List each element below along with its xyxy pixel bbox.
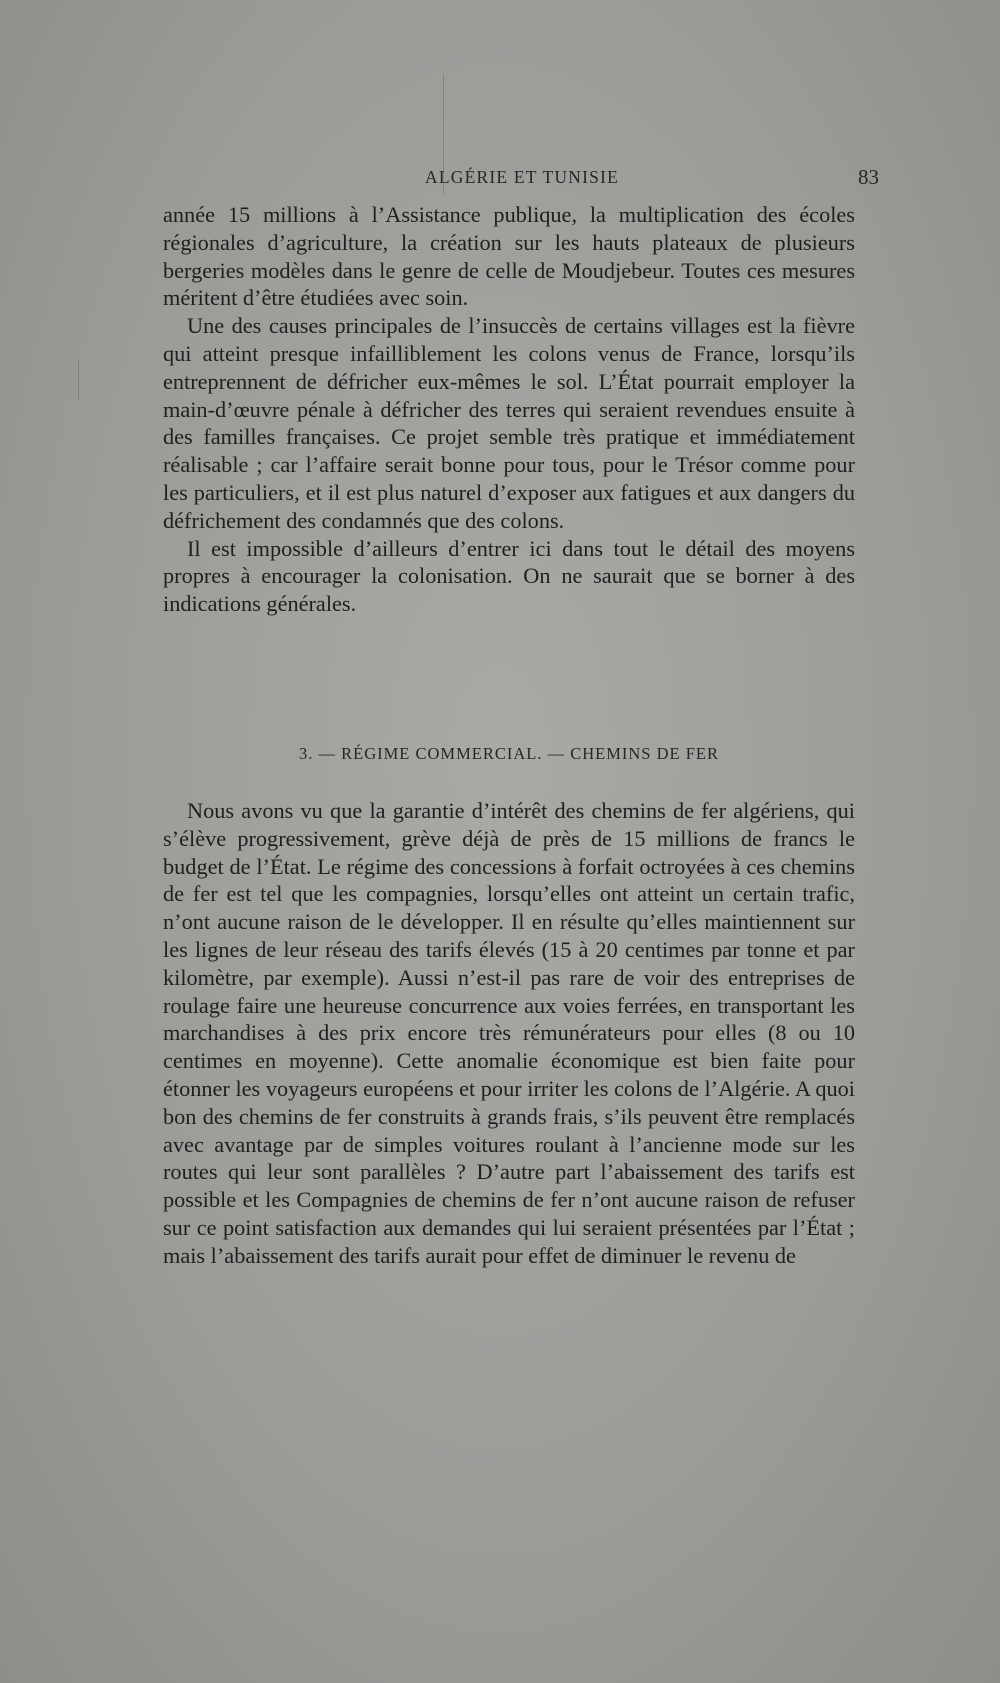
section-heading: 3. — RÉGIME COMMERCIAL. — CHEMINS DE FER (299, 744, 719, 763)
paper-scratch-mark (443, 74, 444, 194)
running-title: ALGÉRIE ET TUNISIE (425, 167, 619, 187)
body-text-top (163, 201, 855, 618)
paper-scratch-mark (78, 360, 79, 400)
page-number: 83 (858, 165, 879, 189)
paragraph: année 15 millions à l’Assistance publique, la multiplication des écoles régionales d’agriculture, la création sur les hauts plateaux de plusieurs bergeries modèles dans le genre de celle de Moudjebeur. Toutes ces mesures méritent d’être étudiées avec soin. (163, 202, 855, 311)
body-text-bottom (163, 797, 855, 1270)
paragraph: Il est impossible d’ailleurs d’entrer ici dans tout le détail des moyens propres à encourager la colonisation. On ne saurait que se borner à des indications générales. (163, 535, 855, 617)
running-header (163, 167, 881, 197)
paragraph: Une des causes principales de l’insuccès de certains villages est la fièvre qui atteint presque infailliblement les colons venus de France, lorsqu’ils entreprennent de défricher eux-mêmes le sol. L’État pourrait employer la main-d’œuvre pénale à défricher des terres qui seraient revendues ensuite à des familles françaises. Ce projet semble très pratique et immédiatement réalisable ; car l’affaire serait bonne pour tous, pour le Trésor comme pour les particuliers, et il est plus naturel d’exposer aux fatigues et aux dangers du défrichement des condamnés que des colons. (163, 313, 855, 533)
paragraph: Nous avons vu que la garantie d’intérêt des chemins de fer algériens, qui s’élève progressivement, grève déjà de près de 15 millions de francs le budget de l’État. Le régime des concessions à forfait octroyées à ces chemins de fer est tel que les compagnies, lorsqu’elles ont atteint un certain trafic, n’ont aucune raison de le développer. Il en résulte qu’elles maintiennent sur les lignes de leur réseau des tarifs élevés (15 à 20 centimes par tonne et par kilomètre, par exemple). Aussi n’est-il pas rare de voir des entreprises de roulage faire une heureuse concurrence aux voies ferrées, en transportant les marchandises à des prix encore très rémunérateurs pour elles (8 ou 10 centimes en moyenne). Cette anomalie économique est bien faite pour étonner les voyageurs européens et pour irriter les colons de l’Algérie. A quoi bon des chemins de fer construits à grands frais, s’ils peuvent être remplacés avec avantage par de simples voitures roulant à l’ancienne mode sur les routes qui leur sont parallèles ? D’autre part l’abaissement des tarifs est possible et les Compagnies de chemins de fer n’ont aucune raison de refuser sur ce point satisfaction aux demandes qui lui seraient présentées par l’État ; mais l’abaissement des tarifs aurait pour effet de diminuer le revenu de (163, 798, 855, 1268)
